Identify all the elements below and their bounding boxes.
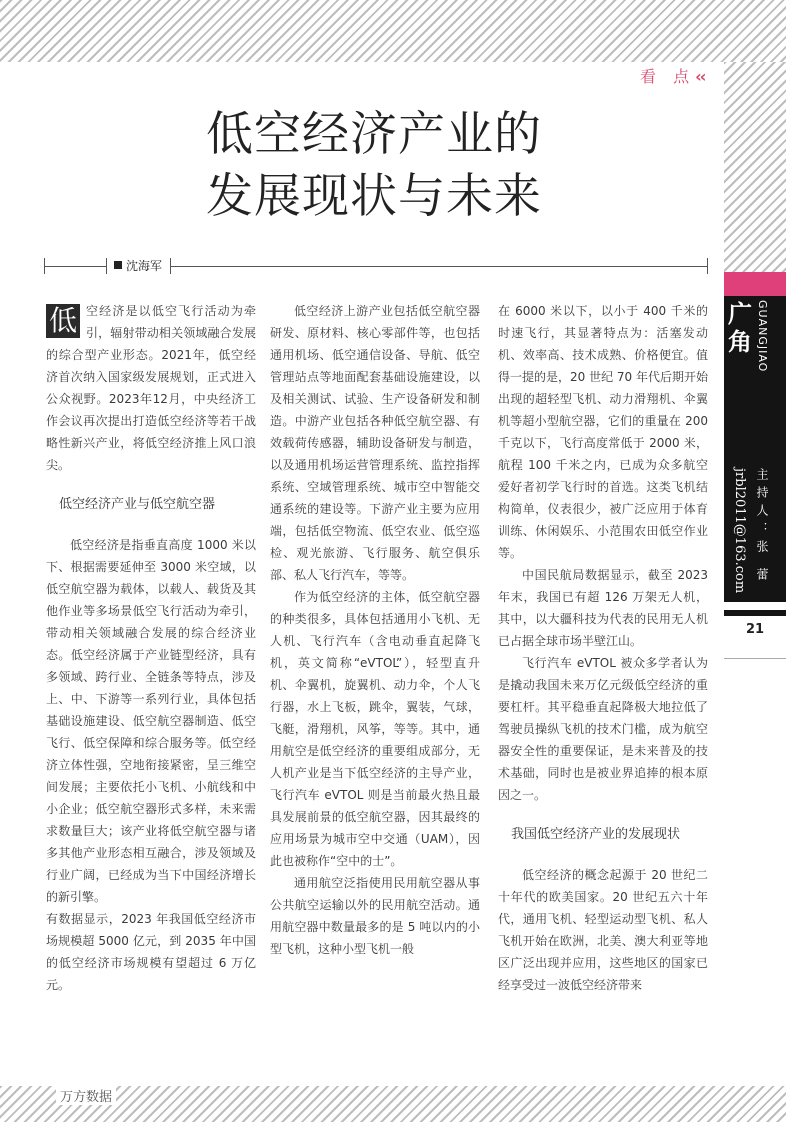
- top-hatch-band: [0, 0, 786, 62]
- paragraph: [46, 300, 256, 476]
- paragraph: 有数据显示，2023 年我国低空经济市场规模超 5000 亿元，到 2035 年中国的低空经济市场规模有望超过 6 万亿元。: [46, 912, 256, 992]
- paragraph: 作为低空经济的主体，低空航空器的种类很多，具体包括通用小飞机、无人机、飞行汽车（含电动垂直起降飞机，英文简称“eVTOL”），轻型直升机、伞翼机，旋翼机、动力伞，个人飞行器，水上飞板，跳伞，翼装，气球，飞艇，滑翔机，风筝，等等。其中，通用航空是低空经济的重要组成部分，无人机产业是当下低空经济的主导产业，飞行汽车 eVTOL 则是当前最火热且最具发展前景的低空航空器，因其最终的应用场景为城市空中交通（UAM），因此也被称作“空中的士”。: [270, 590, 480, 868]
- paragraph: 低空经济上游产业包括低空航空器研发、原材料、核心零部件等，也包括通用机场、低空通信设备、导航、低空管理站点等地面配套基础设施建设，以及相关测试、试验、生产设备研发和制造。中游产业包括各种低空航空器、有效载荷传感器，辅助设备研发与制造，以及通用机场运营管理系统、监控指挥系统、空域管理系统、城市空中智能交通系统的建设等。下游产业主要为应用端，包括低空物流、低空农业、低空巡检、观光旅游、飞行服务、航空俱乐部、私人飞行汽车，等等。: [270, 304, 480, 582]
- paragraph: 通用航空泛指使用民用航空器从事公共航空运输以外的民用航空活动。通用航空器中数量最多的是 5 吨以内的小型飞机，这种小型飞机一般: [270, 876, 480, 956]
- paragraph-text: 空经济是以低空飞行活动为牵引，辐射带动相关领域融合发展的综合型产业形态。2021年，低空经济首次纳入国家级发展规划，正式进入公众视野。2023年12月，中央经济工作会议再次提出打造低空经济等若干战略性新兴产业，将低空经济推上风口浪尖。: [46, 304, 256, 472]
- byline-tick: [44, 258, 45, 274]
- byline-tick: [170, 258, 171, 274]
- right-hatch-band: [724, 62, 786, 272]
- footer-watermark: 万方数据: [56, 1086, 116, 1105]
- drop-cap: 低: [46, 304, 80, 338]
- column-1: [46, 300, 256, 996]
- subheading: 我国低空经济产业的发展现状: [511, 827, 681, 842]
- byline-rule-left: [44, 266, 106, 267]
- chevron-left-icon: ‹‹: [695, 67, 705, 86]
- author: [114, 256, 162, 276]
- editor-host: 主持人：张 蕾: [755, 468, 769, 586]
- byline: [44, 256, 708, 276]
- editor-email: jrbl2011@163.com: [732, 468, 747, 594]
- section-tag: [640, 64, 704, 87]
- paragraph: 低空经济是指垂直高度 1000 米以下、根据需要延伸至 3000 米空域，以低空航空器为载体，以载人、载货及其他作业等多场景低空飞行活动为牵引，带动相关领域融合发展的综合经济业态。低空经济属于产业链型经济，具有多领域、跨行业、全链条等特点，涉及上、中、下游等一系列行业，具体包括基础设施建设、低空航空器制造、低空飞行、低空保障和综合服务等。低空经济立体性强，空地衔接紧密，呈三维空间发展；主要依托小飞机、小航线和中小企业；低空航空器形式多样，未来需求数量巨大；该产业将低空航空器与诸多其他产业形态相互融合，涉及领域及行业广阔，已经成为当下中国经济增长的新引擎。: [46, 538, 256, 904]
- article-title: [206, 104, 666, 228]
- byline-rule-right: [170, 266, 708, 267]
- bottom-hatch-band: [0, 1086, 786, 1122]
- section-label: 看 点: [640, 67, 696, 86]
- paragraph: 低空经济的概念起源于 20 世纪二十年代的欧美国家。20 世纪五六十年代，通用飞机、轻型运动型飞机、私人飞机开始在欧洲，北美、澳大利亚等地区广泛出现并应用，这些地区的国家已经享受过一波低空经济带来: [498, 868, 708, 992]
- byline-tick: [106, 258, 107, 274]
- page-number: 21: [745, 622, 765, 637]
- byline-tick: [707, 258, 708, 274]
- page-number-box: [724, 602, 786, 659]
- column-2: [270, 300, 480, 960]
- paragraph: 在 6000 米以下，以小于 400 千米的时速飞行，其显著特点为：活塞发动机、效率高、技术成熟、价格便宜。值得一提的是，20 世纪 70 年代后期开始出现的超轻型飞机、动力滑翔机、伞翼机等超小型航空器，它们的重量在 200 千克以下，飞行高度常低于 2000 米，航程 100 千米之内，已成为众多航空爱好者初学飞行时的首选。这类飞机结构简单，仪表很少，被广泛应用于体育训练、休闲娱乐、小范围农田低空作业等。: [498, 304, 708, 560]
- page-number-bar: [724, 610, 786, 616]
- column-3: [498, 300, 708, 996]
- author-name: 沈海军: [126, 259, 163, 273]
- subheading: 低空经济产业与低空航空器: [59, 497, 216, 512]
- column-name: 广角: [728, 299, 752, 356]
- sidebar-accent: [724, 272, 786, 296]
- title-line-2: 发展现状与未来: [206, 169, 542, 224]
- square-bullet-icon: [114, 261, 122, 269]
- paragraph: 飞行汽车 eVTOL 被众多学者认为是撬动我国未来万亿元级低空经济的重要杠杆。其平稳垂直起降极大地拉低了驾驶员操纵飞机的技术门槛，成为航空器安全性的重要保证，是未来普及的技术基础，同时也是被业界追捧的根本原因之一。: [498, 656, 708, 802]
- column-name-pinyin: GUANGJIAO: [756, 300, 769, 373]
- paragraph: 中国民航局数据显示，截至 2023 年末，我国已有超 126 万架无人机，其中，以大疆科技为代表的民用无人机已占据全球市场半壁江山。: [498, 568, 708, 648]
- title-line-1: 低空经济产业的: [206, 107, 542, 162]
